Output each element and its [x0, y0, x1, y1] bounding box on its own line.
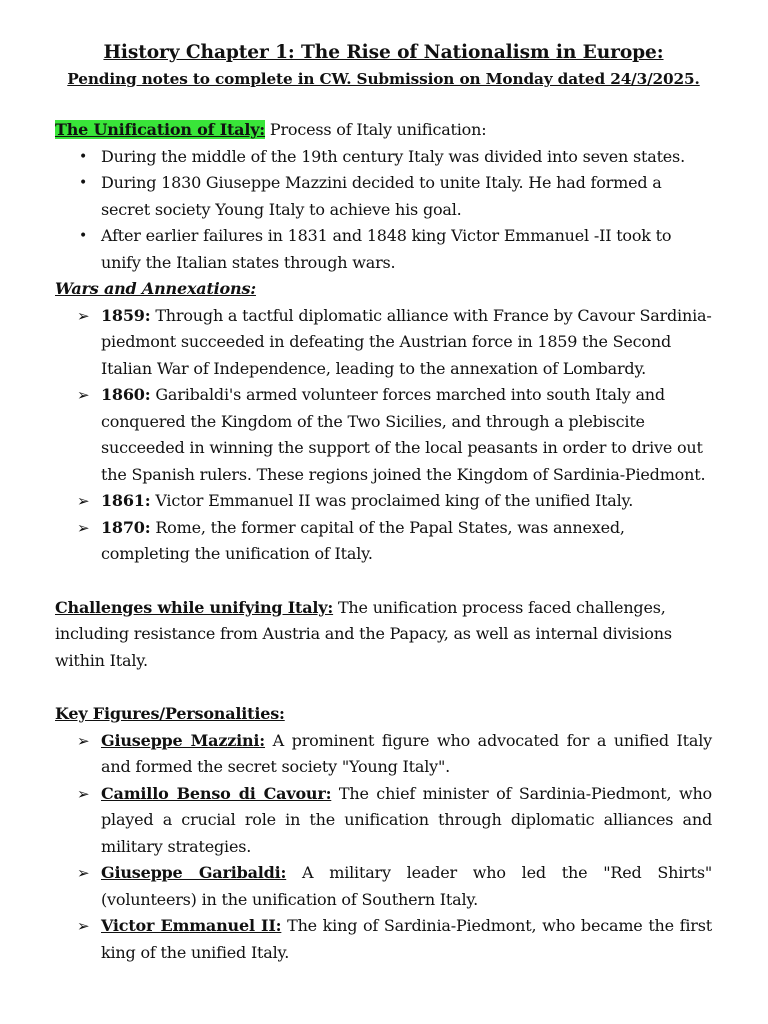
- unification-intro-text: Process of Italy unification:: [265, 120, 487, 139]
- bullet-text: During 1830 Giuseppe Mazzini decided to unite Italy. He had formed a secret society Young Italy to achieve his goal.: [101, 173, 662, 219]
- figure-name: Victor Emmanuel II:: [101, 916, 282, 935]
- arrow-bullet-icon: ➢: [77, 917, 90, 935]
- war-year: 1859:: [101, 305, 151, 325]
- page-subtitle: Pending notes to complete in CW. Submission on Monday dated 24/3/2025.: [67, 70, 700, 88]
- figure-name: Camillo Benso di Cavour:: [101, 783, 332, 803]
- war-year: 1860:: [101, 385, 151, 404]
- page-title: History Chapter 1: The Rise of Nationalism in Europe:: [103, 42, 664, 63]
- list-item: [77, 913, 713, 966]
- bullet-icon: •: [79, 148, 88, 165]
- list-item: [79, 144, 712, 171]
- war-year: 1861:: [101, 491, 151, 510]
- bullet-icon: •: [79, 228, 88, 244]
- figure-text: A prominent figure who advocated for a unified Italy and formed the secret society "Young Italy".: [101, 730, 712, 776]
- wars-heading-line: [55, 276, 712, 303]
- figure-text: The king of Sardinia-Piedmont, who became the first king of the unified Italy.: [101, 916, 713, 962]
- figure-name: Giuseppe Mazzini:: [101, 730, 265, 750]
- figure-text: The chief minister of Sardinia-Piedmont, who played a crucial role in the unification through diplomatic alliances and military strategies.: [101, 783, 712, 856]
- bullet-text: During the middle of the 19th century Italy was divided into seven states.: [101, 146, 685, 166]
- challenges-text: The unification process faced challenges, including resistance from Austria and the Papacy, as well as internal divisions within Italy.: [55, 597, 672, 670]
- figure-text: A military leader who led the "Red Shirts" (volunteers) in the unification of Southern Italy.: [101, 863, 713, 909]
- list-item: [77, 860, 713, 913]
- arrow-bullet-icon: ➢: [77, 518, 90, 537]
- list-item: [77, 382, 712, 488]
- unification-bullet-list: [55, 144, 712, 277]
- war-text: Rome, the former capital of the Papal States, was annexed, completing the unification of Italy.: [101, 517, 625, 563]
- war-text: Garibaldi's armed volunteer forces marched into south Italy and conquered the Kingdom of the Two Sicilies, and through a plebiscite succeeded in winning the support of the local peasants in order to drive out the Spanish rulers. These regions joined the Kingdom of Sardinia-Piedmont.: [101, 385, 706, 484]
- list-item: [77, 488, 712, 515]
- list-item: [77, 728, 712, 781]
- list-item: [77, 515, 712, 568]
- arrow-bullet-icon: ➢: [77, 306, 90, 325]
- arrow-bullet-icon: ➢: [77, 386, 90, 404]
- bullet-text: After earlier failures in 1831 and 1848 king Victor Emmanuel -II took to unify the Italian states through wars.: [101, 226, 672, 272]
- list-item: [79, 170, 712, 223]
- war-text: Victor Emmanuel II was proclaimed king of the unified Italy.: [150, 491, 634, 510]
- figure-name: Giuseppe Garibaldi:: [101, 863, 287, 882]
- war-year: 1870:: [101, 517, 151, 537]
- arrow-bullet-icon: ➢: [77, 731, 90, 750]
- challenges-heading: Challenges while unifying Italy:: [55, 597, 334, 617]
- arrow-bullet-icon: ➢: [77, 864, 90, 882]
- figures-list: [55, 728, 712, 967]
- arrow-bullet-icon: ➢: [77, 784, 90, 803]
- list-item: [77, 781, 712, 861]
- unification-intro: [55, 117, 712, 144]
- list-item: [79, 223, 712, 276]
- bullet-icon: •: [79, 175, 88, 191]
- figures-heading: Key Figures/Personalities:: [55, 704, 285, 723]
- unification-heading: The Unification of Italy:: [55, 120, 266, 139]
- figures-heading-line: [55, 701, 712, 728]
- challenges-paragraph: [55, 595, 712, 675]
- list-item: [77, 303, 712, 383]
- war-text: Through a tactful diplomatic alliance with France by Cavour Sardinia-piedmont succeeded in defeating the Austrian force in 1859 the Second Italian War of Independence, leading to the annexation of Lombardy.: [101, 305, 712, 378]
- arrow-bullet-icon: ➢: [77, 492, 90, 510]
- wars-heading: Wars and Annexations:: [55, 279, 256, 298]
- wars-list: [55, 303, 712, 568]
